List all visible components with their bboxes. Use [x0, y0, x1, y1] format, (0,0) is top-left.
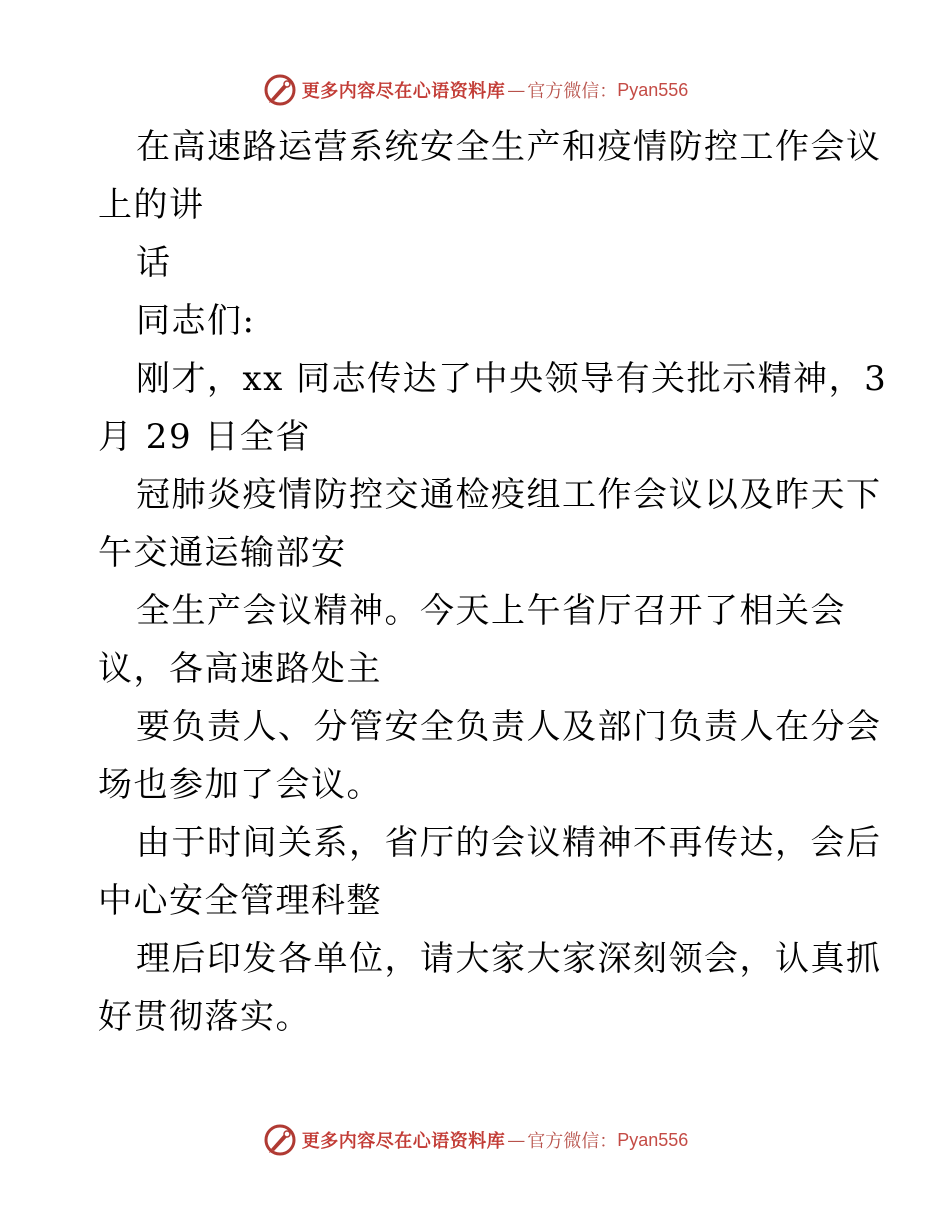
title-line-2: 上的讲 [98, 185, 205, 225]
watermark-dash: — [507, 1129, 526, 1151]
watermark-footer [0, 1120, 950, 1160]
salutation: 同志们: [136, 301, 256, 341]
watermark-header [0, 70, 950, 110]
paragraph-line: 中心安全管理科整 [98, 881, 382, 921]
paragraph-line: 由于时间关系，省厅的会议精神不再传达，会后 [136, 823, 882, 863]
paragraph-line: 刚才，xx 同志传达了中央领导有关批示精神，3 [136, 359, 888, 399]
paragraph-line: 理后印发各单位，请大家大家深刻领会，认真抓 [136, 939, 882, 979]
paragraph-line: 议，各高速路处主 [98, 649, 382, 689]
document-body [98, 118, 888, 1046]
pen-logo-icon [262, 1122, 298, 1158]
paragraph-line: 全生产会议精神。今天上午省厅召开了相关会 [136, 591, 846, 631]
paragraph-line: 午交通运输部安 [98, 533, 347, 573]
paragraph-line: 月 29 日全省 [98, 417, 311, 457]
paragraph-line: 要负责人、分管安全负责人及部门负责人在分会 [136, 707, 882, 747]
paragraph-line: 好贯彻落实。 [98, 997, 311, 1037]
paragraph-line: 冠肺炎疫情防控交通检疫组工作会议以及昨天下 [136, 475, 882, 515]
watermark-wechat-id: Pyan556 [617, 79, 689, 100]
watermark-label: 官方微信： [527, 1131, 618, 1152]
watermark-wechat-id: Pyan556 [617, 1129, 689, 1150]
watermark-site-text: 更多内容尽在心语资料库 [301, 1131, 506, 1152]
watermark-site-text: 更多内容尽在心语资料库 [301, 81, 506, 102]
title-line-3: 话 [136, 243, 172, 283]
pen-logo-icon [262, 72, 298, 108]
watermark-dash: — [507, 79, 526, 101]
title-line-1: 在高速路运营系统安全生产和疫情防控工作会议 [136, 127, 882, 167]
watermark-label: 官方微信： [527, 81, 618, 102]
paragraph-line: 场也参加了会议。 [98, 765, 382, 805]
